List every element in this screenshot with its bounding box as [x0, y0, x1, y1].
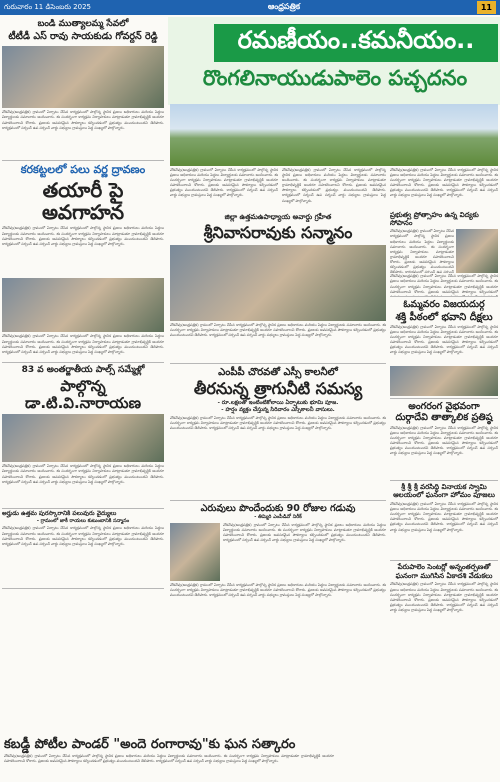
date-label: గురువారం 11 డిసెంబరు 2025	[4, 2, 91, 11]
news-photo	[390, 366, 498, 396]
lead-photo-fields	[170, 104, 498, 166]
article-body: వోడరేవు(ఆంధ్రపత్రిక) గ్రామంలో ఏర్పాటు చేసిన కార్యక్రమంలో పాల్గొన్న స్థానిక ప్రజలు అధికారులు మరియు పెద్దలు విద్యార్థులకు సమాచారం అందించారు. ఈ సందర్భంగా కార్యక్రమ నిర్వాహకులు మాట్లాడుతూ గ్రామాభివృద్ధికి అందరూ సహకరించాలని కోరారు. ప్రజలకు అవసరమైన సౌకర్యాలు కల్పించడంలో ప్రభుత్వం ముందుంటుందని తెలిపారు. కార్యక్రమంలో సర్పంచ్ ఉప సర్పంచ్ వార్డు సభ్యులు గ్రామస్తులు పెద్ద సంఖ్యలో పాల్గొన్నారు.	[223, 522, 386, 543]
article-title: పేరుపాలెం సెంటర్లో అన్నంతర్పణతో	[397, 563, 491, 572]
article-title: అర్హుడు ఉత్తమ పురస్కారానికి పలువురు వైద్యులు	[2, 510, 117, 518]
article-subtitle: - గ్రామంలో జాకీ రాయలు కుటుంబానికి సన్మానం	[36, 517, 130, 524]
news-photo	[2, 414, 164, 462]
news-photo	[2, 278, 164, 332]
article-body: వోడరేవు(ఆంధ్రపత్రిక) గ్రామంలో ఏర్పాటు చేసిన కార్యక్రమంలో పాల్గొన్న స్థానిక ప్రజలు అధికారులు మరియు పెద్దలు విద్యార్థులకు సమాచారం అందించారు. ఈ సందర్భంగా కార్యక్రమ నిర్వాహకులు మాట్లాడుతూ గ్రామాభివృద్ధికి అందరూ సహకరించాలని కోరారు. ప్రజలకు అవసరమైన సౌకర్యాలు కల్పించడంలో ప్రభుత్వం ముందుంటుందని తెలిపారు. కార్యక్రమంలో సర్పంచ్ ఉప సర్పంచ్ వార్డు సభ్యులు గ్రామస్తులు పెద్ద సంఖ్యలో పాల్గొన్నారు.	[170, 323, 386, 338]
article-title: దుర్గాదేవి తాత్కాలిక ప్రతిష్ఠ	[395, 412, 493, 424]
news-photo	[2, 46, 164, 108]
article-title: టీటీడీ ఎస్ రావు సాయకుడు గోవర్దన్ రెడ్డి	[8, 30, 158, 42]
newspaper-name: ఆంధ్రపత్రిక	[267, 2, 301, 11]
article-body: వోడరేవు(ఆంధ్రపత్రిక) గ్రామంలో ఏర్పాటు చేసిన కార్యక్రమంలో పాల్గొన్న స్థానిక ప్రజలు అధికారులు మరియు పెద్దలు విద్యార్థులకు సమాచారం అందించారు. ఈ సందర్భంగా కార్యక్రమ నిర్వాహకులు మాట్లాడుతూ గ్రామాభివృద్ధికి అందరూ సహకరించాలని కోరారు. ప్రజలకు అవసరమైన సౌకర్యాలు కల్పించడంలో	[390, 274, 498, 294]
article-title: శక్తి పీఠంలో భవాని దీక్షలు	[395, 311, 493, 323]
left-column	[2, 17, 164, 589]
article-title: తీరనున్న త్రాగునీటి సమస్య	[193, 379, 363, 399]
page-number: 11	[477, 1, 496, 14]
article-body: వోడరేవు(ఆంధ్రపత్రిక) గ్రామంలో ఏర్పాటు చేసిన కార్యక్రమంలో పాల్గొన్న స్థానిక ప్రజలు అధికారులు మరియు పెద్దలు విద్యార్థులకు సమాచారం అందించారు. ఈ సందర్భంగా కార్యక్రమ నిర్వాహకులు మాట్లాడుతూ గ్రామాభివృద్ధికి అందరూ సహకరించాలని కోరారు. ప్రజలకు అవసరమైన సౌకర్యాలు కల్పించడంలో ప్రభుత్వం ముందుంటుందని తెలిపారు. కార్యక్రమంలో సర్పంచ్ ఉప సర్పంచ్ వార్డు సభ్యులు గ్రామస్తులు పెద్ద సంఖ్యలో పాల్గొన్నారు.	[4, 754, 334, 764]
article-body: వోడరేవు(ఆంధ్రపత్రిక) గ్రామంలో ఏర్పాటు చేసిన కార్యక్రమంలో పాల్గొన్న స్థానిక ప్రజలు అధికారులు మరియు పెద్దలు విద్యార్థులకు సమాచారం అందించారు. ఈ సందర్భంగా కార్యక్రమ నిర్వాహకులు మాట్లాడుతూ గ్రామాభివృద్ధికి అందరూ సహకరించాలని కోరారు. ప్రజలకు అవసరమైన సౌకర్యాలు కల్పించడంలో ప్రభుత్వం ముందుంటుందని తెలిపారు. కార్యక్రమంలో సర్పంచ్ ఉప సర్పంచ్ వార్డు సభ్యులు గ్రామస్తులు పెద్ద సంఖ్యలో పాల్గొన్నారు.	[390, 502, 498, 532]
article-body: వోడరేవు(ఆంధ్రపత్రిక) గ్రామంలో ఏర్పాటు చేసిన కార్యక్రమంలో పాల్గొన్న స్థానిక ప్రజలు అధికారులు మరియు పెద్దలు విద్యార్థులకు సమాచారం అందించారు. ఈ సందర్భంగా కార్యక్రమ నిర్వాహకులు మాట్లాడుతూ గ్రామాభివృద్ధికి అందరూ సహకరించాలని కోరారు. ప్రజలకు అవసరమైన సౌకర్యాలు కల్పించడంలో ప్రభుత్వం ముందుంటుందని తెలిపారు. కార్యక్రమంలో సర్పంచ్ ఉప సర్పంచ్ వార్డు సభ్యులు గ్రామస్తులు పెద్ద సంఖ్యలో పాల్గొన్నారు.	[170, 168, 278, 198]
article-body: వోడరేవు(ఆంధ్రపత్రిక) గ్రామంలో ఏర్పాటు చేసిన కార్యక్రమంలో పాల్గొన్న స్థానిక ప్రజలు అధికారులు మరియు పెద్దలు విద్యార్థులకు సమాచారం అందించారు. ఈ సందర్భంగా కార్యక్రమ నిర్వాహకులు మాట్లాడుతూ గ్రామాభివృద్ధికి అందరూ సహకరించాలని కోరారు. ప్రజలకు అవసరమైన సౌకర్యాలు కల్పించడంలో ప్రభుత్వం ముందుంటుందని తెలిపారు. కార్యక్రమంలో సర్పంచ్ ఉప సర్పంచ్ వార్డు సభ్యులు గ్రామస్తులు పెద్ద సంఖ్యలో పాల్గొన్నారు.	[170, 582, 386, 598]
article-title: శ్రీనివాసరావుకు సన్మానం	[203, 222, 353, 242]
article-title: పాల్గొన్న డా.టి.వి.నారాయణ	[25, 377, 141, 412]
article-title: ఎరువులు పొందేందుకు 90 రోజుల గడువు	[200, 502, 356, 514]
article-body: వోడరేవు(ఆంధ్రపత్రిక) గ్రామంలో ఏర్పాటు చేసిన కార్యక్రమంలో పాల్గొన్న స్థానిక ప్రజలు అధికారులు మరియు పెద్దలు విద్యార్థులకు సమాచారం అందించారు. ఈ సందర్భంగా కార్యక్రమ నిర్వాహకులు మాట్లాడుతూ గ్రామాభివృద్ధికి అందరూ సహకరించాలని కోరారు. ప్రజలకు అవసరమైన సౌకర్యాలు కల్పించడంలో ప్రభుత్వం ముందుంటుందని తెలిపారు. కార్యక్రమంలో సర్పంచ్ ఉప సర్పంచ్ వార్డు సభ్యులు గ్రామస్తులు పెద్ద సంఖ్యలో పాల్గొన్నారు.	[390, 582, 498, 612]
page-header-bar	[0, 0, 500, 15]
article-kicker: 83 వ అంతర్జాతీయ పాల్స్ సమ్మేళ్లో	[21, 365, 145, 376]
article-title: ఘనంగా ముగిసిన ఏకాదశి వేడుకలు	[395, 571, 493, 580]
article-body: వోడరేవు(ఆంధ్రపత్రిక) గ్రామంలో ఏర్పాటు చేసిన కార్యక్రమంలో పాల్గొన్న స్థానిక ప్రజలు అధికారులు మరియు పెద్దలు విద్యార్థులకు సమాచారం అందించారు. ఈ సందర్భంగా కార్యక్రమ నిర్వాహకులు మాట్లాడుతూ గ్రామాభివృద్ధికి అందరూ సహకరించాలని కోరారు. ప్రజలకు అవసరమైన సౌకర్యాలు కల్పించడంలో ప్రభుత్వం ముందుంటుందని తెలిపారు. కార్యక్రమంలో సర్పంచ్ ఉప సర్పంచ్ వార్డు సభ్యులు గ్రామస్తులు పెద్ద సంఖ్యలో పాల్గొన్నారు.	[2, 110, 164, 130]
article-title: బండి ముత్యాలమ్మ సేవలో	[37, 19, 129, 29]
article-body: వోడరేవు(ఆంధ్రపత్రిక) గ్రామంలో ఏర్పాటు చేసిన కార్యక్రమంలో పాల్గొన్న స్థానిక ప్రజలు అధికారులు మరియు పెద్దలు విద్యార్థులకు సమాచారం అందించారు. ఈ సందర్భంగా కార్యక్రమ నిర్వాహకులు మాట్లాడుతూ గ్రామాభివృద్ధికి అందరూ సహకరించాలని కోరారు. ప్రజలకు అవసరమైన సౌకర్యాలు కల్పించడంలో ప్రభుత్వం ముందుంటుందని తెలిపారు. కార్యక్రమంలో సర్పంచ్ ఉప సర్పంచ్ వార్డు సభ్యులు గ్రామస్తులు పెద్ద సంఖ్యలో పాల్గొన్నారు.	[170, 415, 386, 431]
article-title: శ్రీ శ్రీ శ్రీ వరసిద్ధి వినాయక స్వామి	[401, 482, 487, 491]
article-title: ప్రభుత్వ ప్రోత్సాహం ఉన్న విద్యకు సోపానం	[390, 211, 479, 227]
news-photo	[170, 245, 386, 321]
article-title: అంగరంగ వైభవంగా	[408, 400, 480, 412]
article-title: తయారీ పై అవగాహన	[41, 178, 125, 225]
news-photo	[456, 229, 498, 273]
article-subtitle: - హర్షం వ్యక్తం చేస్తున్న సిరివారం ఎస్సీకాలనీ వాసులు.	[221, 406, 335, 413]
middle-column	[170, 214, 386, 627]
lead-subtitle: రొంగలినాయుడుపాలెం పచ్చదనం	[202, 66, 468, 90]
article-body: వోడరేవు(ఆంధ్రపత్రిక) గ్రామంలో ఏర్పాటు చేసిన కార్యక్రమంలో పాల్గొన్న స్థానిక ప్రజలు అధికారులు మరియు పెద్దలు విద్యార్థులకు సమాచారం అందించారు. ఈ సందర్భంగా కార్యక్రమ నిర్వాహకులు మాట్లాడుతూ గ్రామాభివృద్ధికి అందరూ సహకరించాలని కోరారు. ప్రజలకు అవసరమైన సౌకర్యాలు కల్పించడంలో ప్రభుత్వం ముందుంటుందని తెలిపారు. కార్యక్రమంలో సర్పంచ్ ఉప సర్పంచ్ వార్డు సభ్యులు గ్రామస్తులు పెద్ద సంఖ్యలో పాల్గొన్నారు.	[2, 464, 164, 484]
article-body: వోడరేవు(ఆంధ్రపత్రిక) గ్రామంలో ఏర్పాటు చేసిన కార్యక్రమంలో పాల్గొన్న స్థానిక ప్రజలు అధికారులు మరియు పెద్దలు విద్యార్థులకు సమాచారం అందించారు. ఈ సందర్భంగా కార్యక్రమ నిర్వాహకులు మాట్లాడుతూ గ్రామాభివృద్ధికి అందరూ సహకరించాలని కోరారు. ప్రజలకు అవసరమైన సౌకర్యాలు కల్పించడంలో ప్రభుత్వం ముందుంటుందని తెలిపారు. కార్యక్రమంలో సర్పంచ్ ఉప సర్పంచ్ వార్డు సభ్యులు గ్రామస్తులు పెద్ద సంఖ్యలో పాల్గొన్నారు.	[390, 168, 498, 198]
article-kicker: జిల్లా ఉత్తమఉపాధ్యాయ అవార్డు గ్రహీత	[224, 213, 332, 221]
article-title: ఆలయంలో ఘనంగా హోమం పూజలు	[393, 491, 495, 500]
article-body: వోడరేవు(ఆంధ్రపత్రిక) గ్రామంలో ఏర్పాటు చేసిన కార్యక్రమంలో పాల్గొన్న స్థానిక ప్రజలు అధికారులు మరియు పెద్దలు విద్యార్థులకు సమాచారం అందించారు. ఈ సందర్భంగా కార్యక్రమ నిర్వాహకులు మాట్లాడుతూ గ్రామాభివృద్ధికి అందరూ సహకరించాలని కోరారు. ప్రజలకు అవసరమైన సౌకర్యాలు కల్పించడంలో ప్రభుత్వం ముందుంటుందని తెలిపారు. కార్యక్రమంలో సర్పంచ్ ఉప సర్పంచ్ వార్డు సభ్యులు గ్రామస్తులు పెద్ద సంఖ్యలో పాల్గొన్నారు.	[2, 226, 164, 246]
article-subtitle: - తిమ్మిరి ఎంపీడివో నిరీక్	[254, 514, 302, 521]
article-body: వోడరేవు(ఆంధ్రపత్రిక) గ్రామంలో ఏర్పాటు చేసిన కార్యక్రమంలో పాల్గొన్న స్థానిక ప్రజలు అధికారులు మరియు పెద్దలు విద్యార్థులకు సమాచారం అందించారు. ఈ సందర్భంగా కార్యక్రమ నిర్వాహకులు మాట్లాడుతూ గ్రామాభివృద్ధికి అందరూ సహకరించాలని కోరారు. ప్రజలకు అవసరమైన సౌకర్యాలు కల్పించడంలో ప్రభుత్వం ముందుంటుందని తెలిపారు. కార్యక్రమంలో సర్పంచ్ ఉప సర్పంచ్ వార్డు సభ్యులు గ్రామస్తులు పెద్ద సంఖ్యలో పాల్గొన్నారు.	[390, 425, 498, 456]
article-body: వోడరేవు(ఆంధ్రపత్రిక) గ్రామంలో ఏర్పాటు చేసిన కార్యక్రమంలో పాల్గొన్న స్థానిక ప్రజలు అధికారులు మరియు పెద్దలు విద్యార్థులకు సమాచారం అందించారు. ఈ సందర్భంగా కార్యక్రమ నిర్వాహకులు మాట్లాడుతూ గ్రామాభివృద్ధికి అందరూ సహకరించాలని కోరారు. ప్రజలకు అవసరమైన సౌకర్యాలు కల్పించడంలో ప్రభుత్వం ముందుంటుందని తెలిపారు. కార్యక్రమంలో సర్పంచ్ ఉప సర్పంచ్ వార్డు సభ్యులు గ్రామస్తులు పెద్ద సంఖ్యలో పాల్గొన్నారు.	[390, 324, 498, 355]
article-body: వోడరేవు(ఆంధ్రపత్రిక) గ్రామంలో ఏర్పాటు చేసిన కార్యక్రమంలో పాల్గొన్న స్థానిక ప్రజలు అధికారులు మరియు పెద్దలు విద్యార్థులకు సమాచారం అందించారు. ఈ సందర్భంగా కార్యక్రమ నిర్వాహకులు మాట్లాడుతూ గ్రామాభివృద్ధికి అందరూ సహకరించాలని కోరారు. ప్రజలకు అవసరమైన సౌకర్యాలు కల్పించడంలో ప్రభుత్వం ముందుంటుందని తెలిపారు. కార్యక్రమంలో సర్పంచ్ ఉప సర్పంచ్ వార్డు సభ్యులు గ్రామస్తులు పెద్ద సంఖ్యలో పాల్గొన్నారు.	[282, 168, 386, 203]
right-column	[390, 212, 498, 654]
news-photo	[170, 523, 220, 581]
article-title: కబడ్డీ పోటీల పాండర్ "అందె రంగారావు"కు ఘన సత్కారం	[4, 737, 296, 752]
article-body: వోడరేవు(ఆంధ్రపత్రిక) గ్రామంలో ఏర్పాటు చేసిన కార్యక్రమంలో పాల్గొన్న స్థానిక ప్రజలు అధికారులు మరియు పెద్దలు విద్యార్థులకు సమాచారం అందించారు. ఈ సందర్భంగా కార్యక్రమ నిర్వాహకులు మాట్లాడుతూ గ్రామాభివృద్ధికి అందరూ సహకరించాలని కోరారు. ప్రజలకు అవసరమైన సౌకర్యాలు కల్పించడంలో ప్రభుత్వం ముందుంటుందని తెలిపారు. కార్యక్రమంలో సర్పంచ్ ఉప సర్పంచ్ వార్డు సభ్యులు గ్రామస్తులు పెద్ద సంఖ్యలో పాల్గొన్నారు.	[2, 334, 164, 354]
article-kicker: ఎంపీపీ చొరవతో ఎస్సీ కాలనీలో	[218, 367, 338, 379]
article-body: వోడరేవు(ఆంధ్రపత్రిక) గ్రామంలో ఏర్పాటు చేసిన కార్యక్రమంలో పాల్గొన్న స్థానిక ప్రజలు అధికారులు మరియు పెద్దలు విద్యార్థులకు సమాచారం అందించారు. ఈ సందర్భంగా కార్యక్రమ నిర్వాహకులు మాట్లాడుతూ గ్రామాభివృద్ధికి అందరూ సహకరించాలని కోరారు. ప్రజలకు అవసరమైన సౌకర్యాలు కల్పించడంలో ప్రభుత్వం ముందుంటుందని తెలిపారు. కార్యక్రమంలో సర్పంచ్ ఉప సర్పంచ్	[390, 229, 454, 274]
article-title: ఓమ్మవరం విజయదుర్గ	[403, 299, 485, 311]
lead-title: రమణీయం..కమనీయం..	[214, 24, 498, 62]
article-kicker: కరకట్టలలో పలు వర్ణ ద్రావణం	[20, 163, 146, 177]
article-subtitle: - రూ.లక్షలతో ఇంటింటికోలాయి ఏర్పాటుకు భూమి పూజ.	[217, 399, 339, 406]
article-body: వోడరేవు(ఆంధ్రపత్రిక) గ్రామంలో ఏర్పాటు చేసిన కార్యక్రమంలో పాల్గొన్న స్థానిక ప్రజలు అధికారులు మరియు పెద్దలు విద్యార్థులకు సమాచారం అందించారు. ఈ సందర్భంగా కార్యక్రమ నిర్వాహకులు మాట్లాడుతూ గ్రామాభివృద్ధికి అందరూ సహకరించాలని కోరారు. ప్రజలకు అవసరమైన సౌకర్యాలు కల్పించడంలో ప్రభుత్వం ముందుంటుందని తెలిపారు. కార్యక్రమంలో సర్పంచ్ ఉప సర్పంచ్ వార్డు సభ్యులు గ్రామస్తులు పెద్ద సంఖ్యలో పాల్గొన్నారు.	[2, 526, 164, 546]
